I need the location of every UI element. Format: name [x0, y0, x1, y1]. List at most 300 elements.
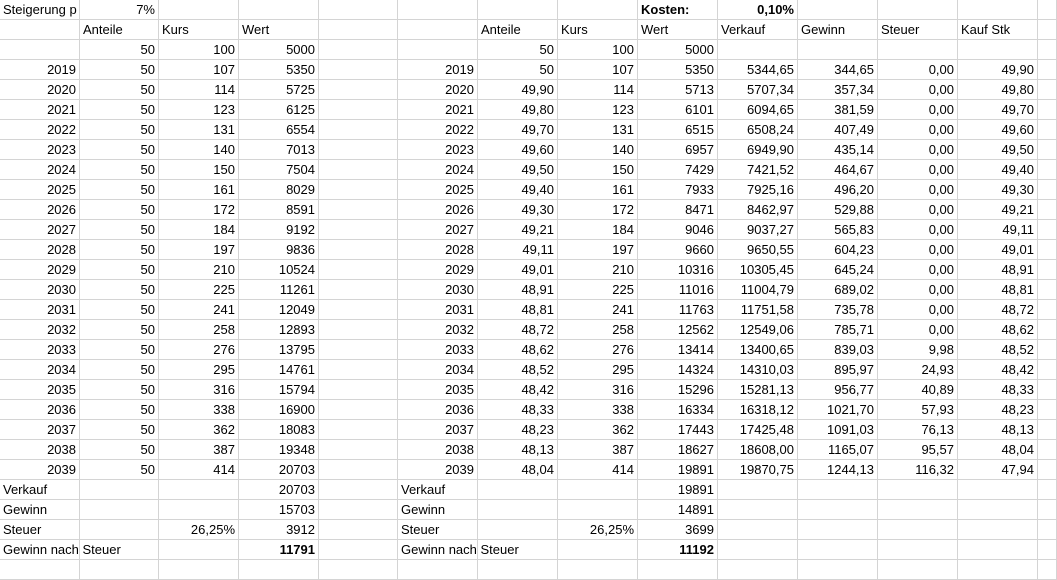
cell-r0-c4[interactable] — [319, 0, 398, 20]
cell-r2-c7[interactable]: 100 — [558, 40, 638, 60]
cell-r25-c9[interactable] — [718, 500, 798, 520]
cell-r9-c13[interactable] — [1038, 180, 1057, 200]
cell-r13-c9[interactable]: 10305,45 — [718, 260, 798, 280]
cell-r4-c7[interactable]: 114 — [558, 80, 638, 100]
cell-r3-c13[interactable] — [1038, 60, 1057, 80]
cell-r18-c2[interactable]: 295 — [159, 360, 239, 380]
cell-r8-c2[interactable]: 150 — [159, 160, 239, 180]
cell-r5-c7[interactable]: 123 — [558, 100, 638, 120]
cell-r24-c8[interactable]: 19891 — [638, 480, 718, 500]
cell-r18-c12[interactable]: 48,42 — [958, 360, 1038, 380]
cell-r22-c5[interactable]: 2038 — [398, 440, 478, 460]
cell-r11-c2[interactable]: 184 — [159, 220, 239, 240]
cell-r12-c8[interactable]: 9660 — [638, 240, 718, 260]
cell-r18-c1[interactable]: 50 — [80, 360, 159, 380]
cell-r9-c7[interactable]: 161 — [558, 180, 638, 200]
cell-r24-c12[interactable] — [958, 480, 1038, 500]
cell-r2-c10[interactable] — [798, 40, 878, 60]
cell-r19-c11[interactable]: 40,89 — [878, 380, 958, 400]
cell-r17-c6[interactable]: 48,62 — [478, 340, 558, 360]
cell-r13-c11[interactable]: 0,00 — [878, 260, 958, 280]
cell-r6-c1[interactable]: 50 — [80, 120, 159, 140]
cell-r16-c11[interactable]: 0,00 — [878, 320, 958, 340]
cell-r4-c3[interactable]: 5725 — [239, 80, 319, 100]
cell-r11-c5[interactable]: 2027 — [398, 220, 478, 240]
cell-r15-c6[interactable]: 48,81 — [478, 300, 558, 320]
cell-r23-c12[interactable]: 47,94 — [958, 460, 1038, 480]
cell-r1-c10[interactable]: Gewinn — [798, 20, 878, 40]
cell-r14-c7[interactable]: 225 — [558, 280, 638, 300]
cell-r21-c8[interactable]: 17443 — [638, 420, 718, 440]
cell-r17-c4[interactable] — [319, 340, 398, 360]
cell-r25-c1[interactable] — [80, 500, 159, 520]
cell-r14-c4[interactable] — [319, 280, 398, 300]
cell-r13-c1[interactable]: 50 — [80, 260, 159, 280]
cell-r10-c5[interactable]: 2026 — [398, 200, 478, 220]
cell-r10-c6[interactable]: 49,30 — [478, 200, 558, 220]
cell-r2-c0[interactable] — [0, 40, 80, 60]
cell-r27-c5[interactable]: Gewinn nach Steuer — [398, 540, 478, 560]
cell-r6-c2[interactable]: 131 — [159, 120, 239, 140]
cell-r3-c10[interactable]: 344,65 — [798, 60, 878, 80]
cell-r3-c11[interactable]: 0,00 — [878, 60, 958, 80]
cell-r2-c12[interactable] — [958, 40, 1038, 60]
cell-r21-c6[interactable]: 48,23 — [478, 420, 558, 440]
cell-r11-c11[interactable]: 0,00 — [878, 220, 958, 240]
cell-r16-c5[interactable]: 2032 — [398, 320, 478, 340]
cell-r16-c0[interactable]: 2032 — [0, 320, 80, 340]
cell-r14-c6[interactable]: 48,91 — [478, 280, 558, 300]
cell-r11-c4[interactable] — [319, 220, 398, 240]
cell-r15-c0[interactable]: 2031 — [0, 300, 80, 320]
cell-r22-c10[interactable]: 1165,07 — [798, 440, 878, 460]
cell-r3-c2[interactable]: 107 — [159, 60, 239, 80]
cell-r26-c5[interactable]: Steuer — [398, 520, 478, 540]
cell-r1-c6[interactable]: Anteile — [478, 20, 558, 40]
cell-r3-c0[interactable]: 2019 — [0, 60, 80, 80]
cell-r15-c12[interactable]: 48,72 — [958, 300, 1038, 320]
cell-r5-c11[interactable]: 0,00 — [878, 100, 958, 120]
cell-r17-c5[interactable]: 2033 — [398, 340, 478, 360]
cell-r28-c1[interactable] — [80, 560, 159, 580]
cell-r21-c0[interactable]: 2037 — [0, 420, 80, 440]
cell-r19-c0[interactable]: 2035 — [0, 380, 80, 400]
cell-r4-c12[interactable]: 49,80 — [958, 80, 1038, 100]
cell-r2-c11[interactable] — [878, 40, 958, 60]
cell-r13-c4[interactable] — [319, 260, 398, 280]
cell-r27-c10[interactable] — [798, 540, 878, 560]
cell-r3-c12[interactable]: 49,90 — [958, 60, 1038, 80]
cell-r19-c13[interactable] — [1038, 380, 1057, 400]
cell-r20-c0[interactable]: 2036 — [0, 400, 80, 420]
cell-r10-c4[interactable] — [319, 200, 398, 220]
cell-r20-c9[interactable]: 16318,12 — [718, 400, 798, 420]
cell-r26-c1[interactable] — [80, 520, 159, 540]
cell-r17-c13[interactable] — [1038, 340, 1057, 360]
cell-r27-c6[interactable] — [478, 540, 558, 560]
cell-r1-c12[interactable]: Kauf Stk — [958, 20, 1038, 40]
cell-r27-c7[interactable] — [558, 540, 638, 560]
cell-r4-c8[interactable]: 5713 — [638, 80, 718, 100]
cell-r20-c4[interactable] — [319, 400, 398, 420]
cell-r25-c10[interactable] — [798, 500, 878, 520]
cell-r12-c6[interactable]: 49,11 — [478, 240, 558, 260]
cell-r27-c3[interactable]: 11791 — [239, 540, 319, 560]
cell-r11-c1[interactable]: 50 — [80, 220, 159, 240]
cell-r2-c4[interactable] — [319, 40, 398, 60]
cell-r24-c13[interactable] — [1038, 480, 1057, 500]
cell-r25-c2[interactable] — [159, 500, 239, 520]
cell-r18-c4[interactable] — [319, 360, 398, 380]
cell-r5-c8[interactable]: 6101 — [638, 100, 718, 120]
cell-r22-c3[interactable]: 19348 — [239, 440, 319, 460]
cell-r5-c9[interactable]: 6094,65 — [718, 100, 798, 120]
cell-r0-c6[interactable] — [478, 0, 558, 20]
cell-r27-c12[interactable] — [958, 540, 1038, 560]
cell-r4-c11[interactable]: 0,00 — [878, 80, 958, 100]
cell-r14-c2[interactable]: 225 — [159, 280, 239, 300]
cell-r2-c3[interactable]: 5000 — [239, 40, 319, 60]
cell-r6-c8[interactable]: 6515 — [638, 120, 718, 140]
cell-r11-c10[interactable]: 565,83 — [798, 220, 878, 240]
cell-r23-c8[interactable]: 19891 — [638, 460, 718, 480]
cell-r8-c13[interactable] — [1038, 160, 1057, 180]
cell-r22-c2[interactable]: 387 — [159, 440, 239, 460]
cell-r3-c7[interactable]: 107 — [558, 60, 638, 80]
cell-r28-c11[interactable] — [878, 560, 958, 580]
cell-r25-c4[interactable] — [319, 500, 398, 520]
cell-r14-c9[interactable]: 11004,79 — [718, 280, 798, 300]
cell-r14-c13[interactable] — [1038, 280, 1057, 300]
cell-r20-c12[interactable]: 48,23 — [958, 400, 1038, 420]
cell-r7-c5[interactable]: 2023 — [398, 140, 478, 160]
cell-r10-c13[interactable] — [1038, 200, 1057, 220]
cell-r28-c10[interactable] — [798, 560, 878, 580]
cell-r16-c12[interactable]: 48,62 — [958, 320, 1038, 340]
cell-r19-c10[interactable]: 956,77 — [798, 380, 878, 400]
cell-r12-c12[interactable]: 49,01 — [958, 240, 1038, 260]
cell-r6-c6[interactable]: 49,70 — [478, 120, 558, 140]
cell-r11-c0[interactable]: 2027 — [0, 220, 80, 240]
cell-r5-c3[interactable]: 6125 — [239, 100, 319, 120]
cell-r25-c11[interactable] — [878, 500, 958, 520]
cell-r5-c1[interactable]: 50 — [80, 100, 159, 120]
cell-r8-c0[interactable]: 2024 — [0, 160, 80, 180]
cell-r22-c4[interactable] — [319, 440, 398, 460]
cell-r7-c4[interactable] — [319, 140, 398, 160]
cell-r3-c6[interactable]: 50 — [478, 60, 558, 80]
cell-r23-c13[interactable] — [1038, 460, 1057, 480]
cell-r3-c1[interactable]: 50 — [80, 60, 159, 80]
cell-r25-c12[interactable] — [958, 500, 1038, 520]
cell-r26-c10[interactable] — [798, 520, 878, 540]
cell-r16-c7[interactable]: 258 — [558, 320, 638, 340]
cell-r1-c7[interactable]: Kurs — [558, 20, 638, 40]
cell-r22-c0[interactable]: 2038 — [0, 440, 80, 460]
cell-r1-c3[interactable]: Wert — [239, 20, 319, 40]
cell-r14-c5[interactable]: 2030 — [398, 280, 478, 300]
cell-r23-c4[interactable] — [319, 460, 398, 480]
cell-r16-c10[interactable]: 785,71 — [798, 320, 878, 340]
cell-r6-c11[interactable]: 0,00 — [878, 120, 958, 140]
cell-r24-c9[interactable] — [718, 480, 798, 500]
cell-r15-c9[interactable]: 11751,58 — [718, 300, 798, 320]
cell-r19-c12[interactable]: 48,33 — [958, 380, 1038, 400]
cell-r24-c10[interactable] — [798, 480, 878, 500]
cell-r3-c9[interactable]: 5344,65 — [718, 60, 798, 80]
cell-r1-c9[interactable]: Verkauf — [718, 20, 798, 40]
cell-r20-c8[interactable]: 16334 — [638, 400, 718, 420]
cell-r13-c0[interactable]: 2029 — [0, 260, 80, 280]
cell-r7-c11[interactable]: 0,00 — [878, 140, 958, 160]
cell-r23-c7[interactable]: 414 — [558, 460, 638, 480]
cell-r8-c3[interactable]: 7504 — [239, 160, 319, 180]
cell-r2-c1[interactable]: 50 — [80, 40, 159, 60]
cell-r11-c3[interactable]: 9192 — [239, 220, 319, 240]
cell-r1-c13[interactable] — [1038, 20, 1057, 40]
cell-r23-c6[interactable]: 48,04 — [478, 460, 558, 480]
cell-r26-c11[interactable] — [878, 520, 958, 540]
cell-r8-c7[interactable]: 150 — [558, 160, 638, 180]
cell-r7-c12[interactable]: 49,50 — [958, 140, 1038, 160]
cell-r6-c13[interactable] — [1038, 120, 1057, 140]
cell-r15-c5[interactable]: 2031 — [398, 300, 478, 320]
cell-r21-c11[interactable]: 76,13 — [878, 420, 958, 440]
cell-r0-c2[interactable] — [159, 0, 239, 20]
cell-r24-c11[interactable] — [878, 480, 958, 500]
cell-r17-c1[interactable]: 50 — [80, 340, 159, 360]
cell-r26-c12[interactable] — [958, 520, 1038, 540]
cell-r10-c11[interactable]: 0,00 — [878, 200, 958, 220]
cell-r4-c5[interactable]: 2020 — [398, 80, 478, 100]
cell-r26-c3[interactable]: 3912 — [239, 520, 319, 540]
cell-r18-c6[interactable]: 48,52 — [478, 360, 558, 380]
cell-r23-c9[interactable]: 19870,75 — [718, 460, 798, 480]
cell-r15-c2[interactable]: 241 — [159, 300, 239, 320]
cell-r23-c0[interactable]: 2039 — [0, 460, 80, 480]
cell-r0-c10[interactable] — [798, 0, 878, 20]
cell-r18-c7[interactable]: 295 — [558, 360, 638, 380]
cell-r19-c3[interactable]: 15794 — [239, 380, 319, 400]
cell-r10-c3[interactable]: 8591 — [239, 200, 319, 220]
cell-r19-c2[interactable]: 316 — [159, 380, 239, 400]
cell-r9-c4[interactable] — [319, 180, 398, 200]
cell-r8-c5[interactable]: 2024 — [398, 160, 478, 180]
cell-r12-c9[interactable]: 9650,55 — [718, 240, 798, 260]
cell-r6-c5[interactable]: 2022 — [398, 120, 478, 140]
cell-r7-c6[interactable]: 49,60 — [478, 140, 558, 160]
cell-r16-c6[interactable]: 48,72 — [478, 320, 558, 340]
cell-r7-c10[interactable]: 435,14 — [798, 140, 878, 160]
cell-r25-c0[interactable]: Gewinn — [0, 500, 80, 520]
cell-r10-c10[interactable]: 529,88 — [798, 200, 878, 220]
cell-r28-c0[interactable] — [0, 560, 80, 580]
cell-r15-c3[interactable]: 12049 — [239, 300, 319, 320]
cell-r24-c3[interactable]: 20703 — [239, 480, 319, 500]
cell-r19-c4[interactable] — [319, 380, 398, 400]
cell-r13-c7[interactable]: 210 — [558, 260, 638, 280]
cell-r5-c10[interactable]: 381,59 — [798, 100, 878, 120]
cell-r22-c9[interactable]: 18608,00 — [718, 440, 798, 460]
cell-r9-c3[interactable]: 8029 — [239, 180, 319, 200]
cell-r8-c1[interactable]: 50 — [80, 160, 159, 180]
cell-r14-c11[interactable]: 0,00 — [878, 280, 958, 300]
cell-r22-c1[interactable]: 50 — [80, 440, 159, 460]
cell-r10-c9[interactable]: 8462,97 — [718, 200, 798, 220]
cell-r24-c7[interactable] — [558, 480, 638, 500]
cell-r24-c5[interactable]: Verkauf — [398, 480, 478, 500]
cell-r4-c1[interactable]: 50 — [80, 80, 159, 100]
cell-r11-c9[interactable]: 9037,27 — [718, 220, 798, 240]
cell-r5-c0[interactable]: 2021 — [0, 100, 80, 120]
cell-r14-c10[interactable]: 689,02 — [798, 280, 878, 300]
cell-r20-c6[interactable]: 48,33 — [478, 400, 558, 420]
cell-r1-c1[interactable]: Anteile — [80, 20, 159, 40]
cell-r16-c4[interactable] — [319, 320, 398, 340]
cell-r22-c13[interactable] — [1038, 440, 1057, 460]
cell-r0-c12[interactable] — [958, 0, 1038, 20]
cell-r0-c13[interactable] — [1038, 0, 1057, 20]
cell-r25-c7[interactable] — [558, 500, 638, 520]
cell-r21-c13[interactable] — [1038, 420, 1057, 440]
cell-r1-c11[interactable]: Steuer — [878, 20, 958, 40]
cell-r9-c8[interactable]: 7933 — [638, 180, 718, 200]
cell-r27-c8[interactable]: 11192 — [638, 540, 718, 560]
cell-r28-c9[interactable] — [718, 560, 798, 580]
cell-r27-c4[interactable] — [319, 540, 398, 560]
cell-r15-c13[interactable] — [1038, 300, 1057, 320]
cell-r10-c8[interactable]: 8471 — [638, 200, 718, 220]
cell-r6-c4[interactable] — [319, 120, 398, 140]
cell-r4-c0[interactable]: 2020 — [0, 80, 80, 100]
cell-r16-c2[interactable]: 258 — [159, 320, 239, 340]
cell-r7-c13[interactable] — [1038, 140, 1057, 160]
cell-r13-c13[interactable] — [1038, 260, 1057, 280]
cell-r21-c10[interactable]: 1091,03 — [798, 420, 878, 440]
cell-r18-c5[interactable]: 2034 — [398, 360, 478, 380]
cell-r10-c12[interactable]: 49,21 — [958, 200, 1038, 220]
cell-r21-c3[interactable]: 18083 — [239, 420, 319, 440]
cell-r18-c13[interactable] — [1038, 360, 1057, 380]
cell-r2-c9[interactable] — [718, 40, 798, 60]
cell-r28-c4[interactable] — [319, 560, 398, 580]
cell-r17-c7[interactable]: 276 — [558, 340, 638, 360]
cell-r6-c10[interactable]: 407,49 — [798, 120, 878, 140]
cell-r21-c2[interactable]: 362 — [159, 420, 239, 440]
cell-r9-c6[interactable]: 49,40 — [478, 180, 558, 200]
cell-r2-c8[interactable]: 5000 — [638, 40, 718, 60]
cell-r11-c6[interactable]: 49,21 — [478, 220, 558, 240]
cell-r3-c8[interactable]: 5350 — [638, 60, 718, 80]
cell-r6-c0[interactable]: 2022 — [0, 120, 80, 140]
cell-r7-c7[interactable]: 140 — [558, 140, 638, 160]
cell-r11-c12[interactable]: 49,11 — [958, 220, 1038, 240]
cell-r21-c1[interactable]: 50 — [80, 420, 159, 440]
cell-r12-c11[interactable]: 0,00 — [878, 240, 958, 260]
cell-r25-c3[interactable]: 15703 — [239, 500, 319, 520]
cell-r13-c3[interactable]: 10524 — [239, 260, 319, 280]
cell-r15-c7[interactable]: 241 — [558, 300, 638, 320]
cell-r27-c0[interactable]: Gewinn nach Steuer — [0, 540, 80, 560]
cell-r14-c12[interactable]: 48,81 — [958, 280, 1038, 300]
cell-r13-c8[interactable]: 10316 — [638, 260, 718, 280]
cell-r20-c11[interactable]: 57,93 — [878, 400, 958, 420]
cell-r0-c0[interactable]: Steigerung p — [0, 0, 80, 20]
cell-r28-c8[interactable] — [638, 560, 718, 580]
cell-r22-c7[interactable]: 387 — [558, 440, 638, 460]
cell-r23-c10[interactable]: 1244,13 — [798, 460, 878, 480]
cell-r6-c3[interactable]: 6554 — [239, 120, 319, 140]
cell-r20-c5[interactable]: 2036 — [398, 400, 478, 420]
cell-r9-c11[interactable]: 0,00 — [878, 180, 958, 200]
cell-r10-c7[interactable]: 172 — [558, 200, 638, 220]
cell-r20-c1[interactable]: 50 — [80, 400, 159, 420]
cell-r23-c11[interactable]: 116,32 — [878, 460, 958, 480]
cell-r8-c10[interactable]: 464,67 — [798, 160, 878, 180]
cell-r3-c4[interactable] — [319, 60, 398, 80]
cell-r27-c11[interactable] — [878, 540, 958, 560]
cell-r28-c3[interactable] — [239, 560, 319, 580]
cell-r17-c8[interactable]: 13414 — [638, 340, 718, 360]
cell-r16-c3[interactable]: 12893 — [239, 320, 319, 340]
cell-r1-c8[interactable]: Wert — [638, 20, 718, 40]
cell-r8-c4[interactable] — [319, 160, 398, 180]
cell-r4-c10[interactable]: 357,34 — [798, 80, 878, 100]
cell-r15-c4[interactable] — [319, 300, 398, 320]
cell-r28-c5[interactable] — [398, 560, 478, 580]
cell-r4-c2[interactable]: 114 — [159, 80, 239, 100]
cell-r17-c10[interactable]: 839,03 — [798, 340, 878, 360]
cell-r6-c7[interactable]: 131 — [558, 120, 638, 140]
cell-r9-c12[interactable]: 49,30 — [958, 180, 1038, 200]
cell-r18-c10[interactable]: 895,97 — [798, 360, 878, 380]
cell-r5-c5[interactable]: 2021 — [398, 100, 478, 120]
cell-r20-c3[interactable]: 16900 — [239, 400, 319, 420]
cell-r5-c6[interactable]: 49,80 — [478, 100, 558, 120]
cell-r13-c12[interactable]: 48,91 — [958, 260, 1038, 280]
cell-r7-c1[interactable]: 50 — [80, 140, 159, 160]
cell-r15-c8[interactable]: 11763 — [638, 300, 718, 320]
cell-r9-c0[interactable]: 2025 — [0, 180, 80, 200]
cell-r18-c3[interactable]: 14761 — [239, 360, 319, 380]
cell-r8-c12[interactable]: 49,40 — [958, 160, 1038, 180]
cell-r24-c4[interactable] — [319, 480, 398, 500]
cell-r24-c2[interactable] — [159, 480, 239, 500]
cell-r11-c8[interactable]: 9046 — [638, 220, 718, 240]
cell-r20-c13[interactable] — [1038, 400, 1057, 420]
cell-r0-c3[interactable] — [239, 0, 319, 20]
cell-r11-c7[interactable]: 184 — [558, 220, 638, 240]
cell-r20-c2[interactable]: 338 — [159, 400, 239, 420]
cell-r21-c12[interactable]: 48,13 — [958, 420, 1038, 440]
cell-r11-c13[interactable] — [1038, 220, 1057, 240]
cell-r23-c5[interactable]: 2039 — [398, 460, 478, 480]
cell-r5-c4[interactable] — [319, 100, 398, 120]
cell-r18-c11[interactable]: 24,93 — [878, 360, 958, 380]
cell-r21-c5[interactable]: 2037 — [398, 420, 478, 440]
cell-r7-c2[interactable]: 140 — [159, 140, 239, 160]
cell-r19-c9[interactable]: 15281,13 — [718, 380, 798, 400]
cell-r16-c13[interactable] — [1038, 320, 1057, 340]
cell-r2-c5[interactable] — [398, 40, 478, 60]
cell-r1-c4[interactable] — [319, 20, 398, 40]
cell-r26-c4[interactable] — [319, 520, 398, 540]
cell-r14-c3[interactable]: 11261 — [239, 280, 319, 300]
cell-r25-c6[interactable] — [478, 500, 558, 520]
cell-r23-c2[interactable]: 414 — [159, 460, 239, 480]
cell-r12-c3[interactable]: 9836 — [239, 240, 319, 260]
cell-r27-c13[interactable] — [1038, 540, 1057, 560]
